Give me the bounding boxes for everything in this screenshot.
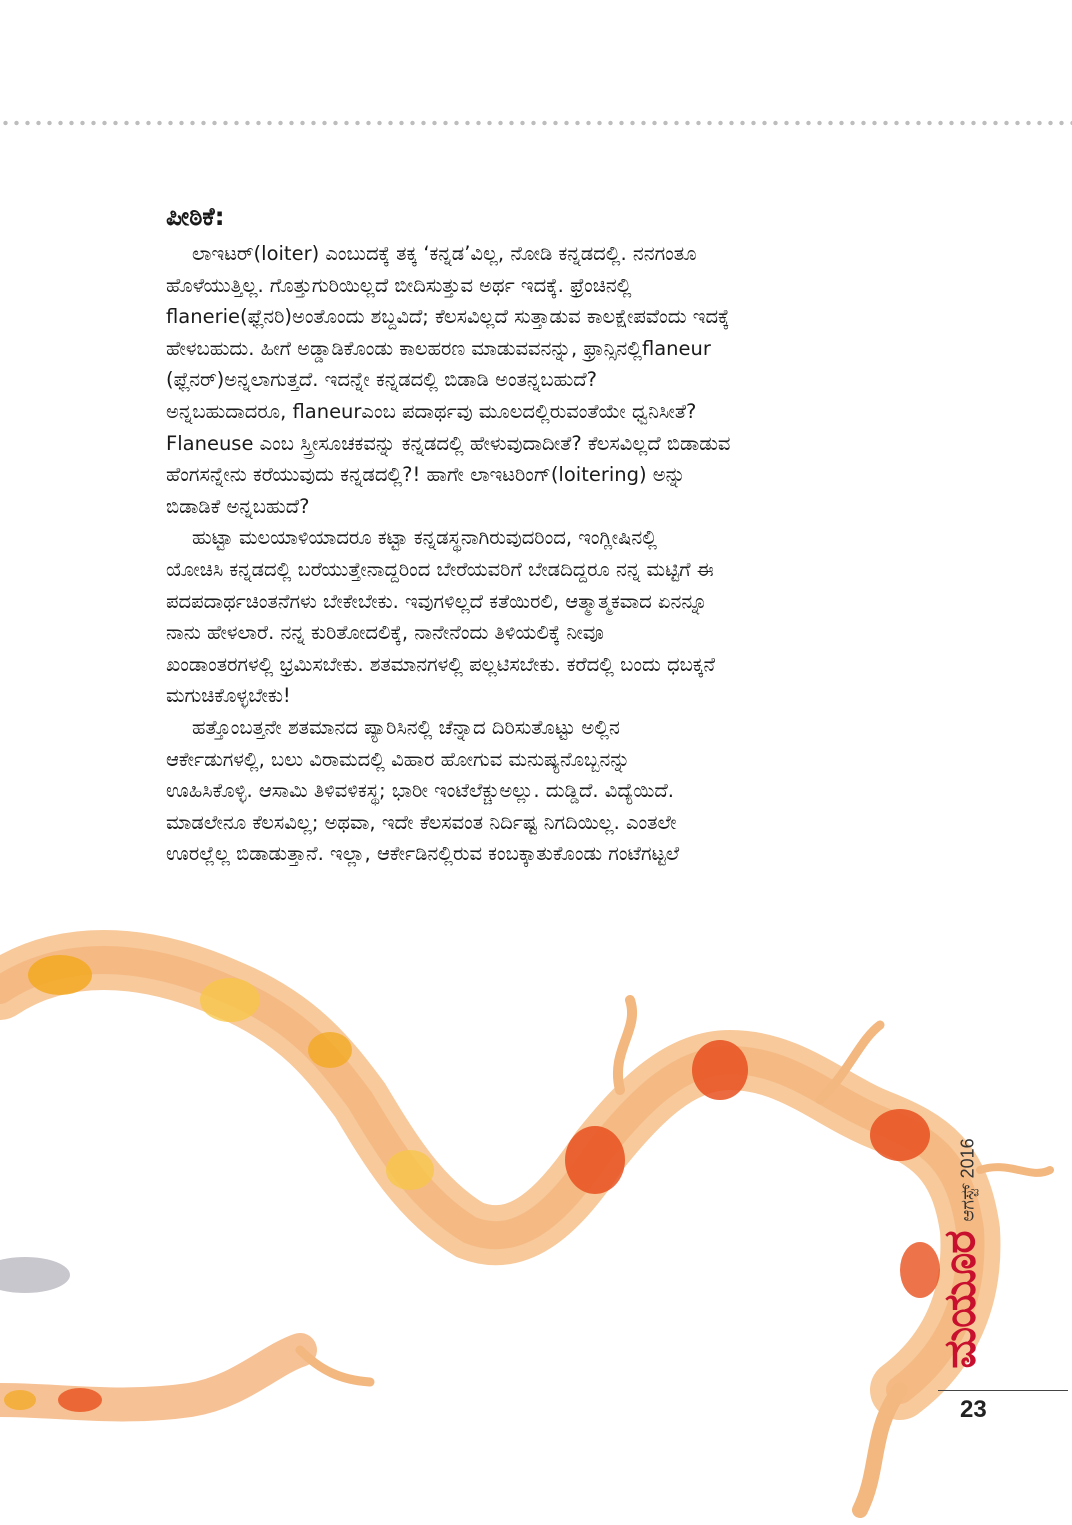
paragraph-1: ಲಾಇಟರ್(loiter) ಎಂಬುದಕ್ಕೆ ತಕ್ಕ ‘ಕನ್ನಡ’ವಿಲ್ಲ, ನೋಡಿ ಕನ್ನಡದಲ್ಲಿ. ನನಗಂತೂ ಹೊಳೆಯುತ್ತಿಲ್ಲ. ಗೊತ್ತುಗುರಿಯಿಲ್ಲದೆ ಬೀದಿಸುತ್ತುವ ಅರ್ಥ ಇದಕ್ಕೆ. ಫ್ರೆಂಚಿನಲ್ಲಿ flanerie(ಫ್ಲೆನರಿ)ಅಂತೊಂದು ಶಬ್ದವಿದೆ; ಕೆಲಸವಿಲ್ಲದೆ ಸುತ್ತಾಡುವ ಕಾಲಕ್ಷೇಪವೆಂದು ಇದಕ್ಕೆ ಹೇಳಬಹುದು. ಹೀಗೆ ಅಡ್ಡಾಡಿಕೊಂಡು ಕಾಲಹರಣ ಮಾಡುವವನನ್ನು, ಫ್ರಾನ್ಸಿನಲ್ಲಿflaneur (ಫ್ಲೆನರ್)ಅನ್ನಲಾಗುತ್ತದೆ. ಇದನ್ನೇ ಕನ್ನಡದಲ್ಲಿ ಬಿಡಾಡಿ ಅಂತನ್ನಬಹುದೆ? ಅನ್ನಬಹುದಾದರೂ, flaneurಎಂಬ ಪದಾರ್ಥವು ಮೂಲದಲ್ಲಿರುವಂತೆಯೇ ಧ್ವನಿಸೀತೆ? Flaneuse ಎಂಬ ಸ್ತ್ರೀಸೂಚಕವನ್ನು ಕನ್ನಡದಲ್ಲಿ ಹೇಳುವುದಾದೀತೆ? ಕೆಲಸವಿಲ್ಲದೆ ಬಿಡಾಡುವ ಹೆಂಗಸನ್ನೇನು ಕರೆಯುವುದು ಕನ್ನಡದಲ್ಲಿ?! ಹಾಗೇ ಲಾಇಟರಿಂಗ್(loitering) ಅನ್ನು ಬಿಡಾಡಿಕೆ ಅನ್ನಬಹುದೆ? <box>166 242 731 518</box>
article <box>166 200 926 870</box>
issue-date: ಆಗಸ್ಟ್ 2016 <box>957 1138 978 1222</box>
grey-smudge <box>0 1257 70 1293</box>
snake-body-lower <box>0 1350 300 1404</box>
snake-body-upper <box>0 960 970 1390</box>
snake-spot <box>28 955 92 995</box>
painted-snake-illustration <box>0 930 1072 1525</box>
paragraph-2: ಹುಟ್ಟಾ ಮಲಯಾಳಿಯಾದರೂ ಕಟ್ಟಾ ಕನ್ನಡಸ್ಥನಾಗಿರುವುದರಿಂದ, ಇಂಗ್ಲೀಷಿನಲ್ಲಿ ಯೋಚಿಸಿ ಕನ್ನಡದಲ್ಲಿ ಬರೆಯುತ್ತೇನಾದ್ದರಿಂದ ಬೇರೆಯವರಿಗೆ ಬೇಡದಿದ್ದರೂ ನನ್ನ ಮಟ್ಟಿಗೆ ಈ ಪದಪದಾರ್ಥಚಿಂತನೆಗಳು ಬೇಕೇಬೇಕು. ಇವುಗಳಿಲ್ಲದೆ ಕತೆಯಿರಲಿ, ಆತ್ಮಾತ್ಮಕವಾದ ಏನನ್ನೂ ನಾನು ಹೇಳಲಾರೆ. ನನ್ನ ಕುರಿತೋದಲಿಕ್ಕೆ, ನಾನೇನೆಂದು ತಿಳಿಯಲಿಕ್ಕೆ ನೀವೂ ಖಂಡಾಂತರಗಳಲ್ಲಿ ಭ್ರಮಿಸಬೇಕು. ಶತಮಾನಗಳಲ್ಲಿ ಪಲ್ಲಟಿಸಬೇಕು. ಕರೆದಲ್ಲಿ ಬಂದು ಧಬಕ್ಕನೆ ಮಗುಚಿಕೊಳ್ಳಬೇಕು! <box>166 526 716 708</box>
page-number-rule <box>938 1390 1068 1391</box>
paragraph-3: ಹತ್ತೊಂಬತ್ತನೇ ಶತಮಾನದ ಪ್ಯಾರಿಸಿನಲ್ಲಿ ಚೆನ್ನಾದ ದಿರಿಸುತೊಟ್ಟು ಅಲ್ಲಿನ ಆರ್ಕೇಡುಗಳಲ್ಲಿ, ಬಲು ವಿರಾಮದಲ್ಲಿ ವಿಹಾರ ಹೋಗುವ ಮನುಷ್ಯನೊಬ್ಬನನ್ನು ಊಹಿಸಿಕೊಳ್ಳಿ. ಆಸಾಮಿ ತಿಳಿವಳಿಕಸ್ಥ; ಭಾರೀ ಇಂಟೆಲೆಕ್ಚುಅಲ್ಲು. ದುಡ್ಡಿದೆ. ವಿದ್ಯೆಯಿದೆ. ಮಾಡಲೇನೂ ಕೆಲಸವಿಲ್ಲ; ಅಥವಾ, ಇದೇ ಕೆಲಸವಂತ ನಿರ್ದಿಷ್ಟ ನಿಗದಿಯಿಲ್ಲ. ಎಂತಲೇ ಊರಲ್ಲೆಲ್ಲ ಬಿಡಾಡುತ್ತಾನೆ. ಇಲ್ಲಾ, ಆರ್ಕೇಡಿನಲ್ಲಿರುವ ಕಂಬಕ್ಕಾತುಕೊಂಡು ಗಂಟೆಗಟ್ಟಲೆ <box>166 715 680 866</box>
snake-spot <box>386 1150 434 1190</box>
page-number: 23 <box>960 1396 987 1423</box>
snake-spot <box>308 1032 352 1068</box>
tendril-5 <box>300 1350 370 1382</box>
section-heading: ಪೀಠಿಕೆ: <box>166 202 225 231</box>
tendril-3 <box>980 1167 1050 1173</box>
snake-spot <box>692 1040 748 1100</box>
snake-spot <box>200 978 260 1022</box>
dotted-divider <box>0 120 1072 126</box>
snake-spot <box>4 1390 36 1410</box>
snake-spot <box>565 1126 625 1194</box>
snake-body-upper-shade <box>0 960 970 1390</box>
snake-spot <box>870 1109 930 1161</box>
magazine-masthead: ಮಯೂರ <box>934 1231 986 1369</box>
snake-spot <box>58 1388 102 1412</box>
